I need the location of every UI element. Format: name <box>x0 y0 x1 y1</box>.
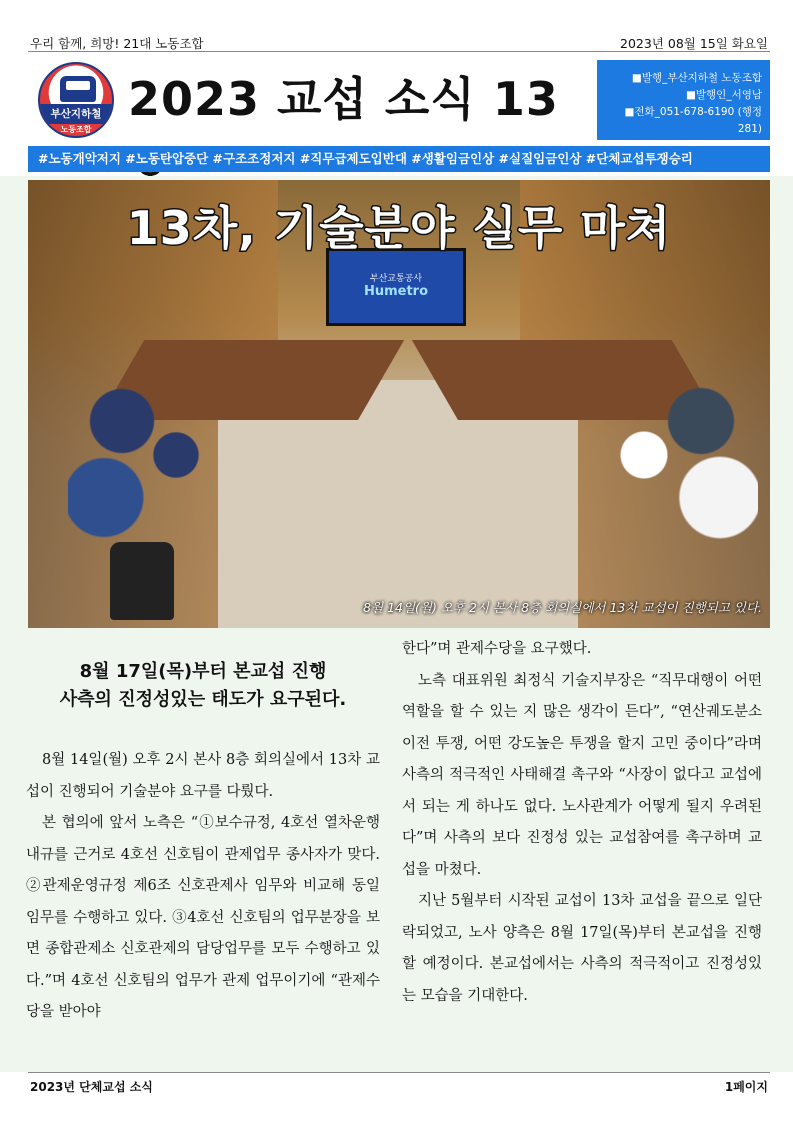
issuer-line: ■발행인_서영남 <box>685 89 762 101</box>
meeting-photo <box>28 180 770 628</box>
article-column-right <box>402 634 762 1012</box>
footer-title: 2023년 단체교섭 소식 <box>30 1080 153 1094</box>
paragraph: 8월 14일(월) 오후 2시 본사 8층 회의실에서 13차 교섭이 진행되어 기술분야 요구를 다뤘다. <box>26 752 380 800</box>
paragraph: 지난 5월부터 시작된 교섭이 13차 교섭을 끝으로 일단락되었고, 노사 양측은 8월 17일(목)부터 본교섭을 진행할 예정이다. 본교섭에서는 사측의 적극적이고 진정성있는 모습을 기대한다. <box>402 893 762 1004</box>
backpack <box>110 542 174 620</box>
paragraph: 본 협의에 앞서 노측은 “①보수규정, 4호선 열차운행내규를 근거로 4호선 신호팀이 관제업무 종사자가 맞다. ②관제운영규정 제6조 신호관제사 임무와 비교해 동일임무를 수행하고 있다. ③4호선 신호팀의 업무분장을 보면 종합관제소 신호관제의 담당업무를 모두 수행하고 있다.”며 4호선 신호팀의 업무가 관제 업무이기에 “관제수당을 받아야 <box>26 815 380 1020</box>
screen-logo: Humetro <box>363 284 429 299</box>
publisher-info <box>597 60 770 140</box>
phone-line: ■전화_051-678-6190 (행정281) <box>624 106 762 135</box>
right-attendees <box>568 370 758 540</box>
screen-text: 부산교통공사 <box>369 274 423 284</box>
publisher-line: ■발행_부산지하철 노동조합 <box>631 72 762 84</box>
article-subhead <box>26 658 380 714</box>
slogan: 우리 함께, 희망! 21대 노동조합 <box>30 36 204 51</box>
hashtag-bar: #노동개악저지 #노동탄압중단 #구조조정저지 #직무급제도입반대 #생활임금인상 #실질임금인상 #단체교섭투쟁승리 <box>28 146 770 172</box>
paragraph: 노측 대표위원 최정식 기술지부장은 “직무대행이 어떤 역할을 할 수 있는 지 많은 생각이 든다”, “연산궤도분소 이전 투쟁, 어떤 강도높은 투쟁을 할지 고민 중이다”라며 사측의 적극적인 사태해결 촉구와 “사장이 없다고 교섭에서 되는 게 하나도 없다. 노사관계가 어떻게 될지 우려된다”며 사측의 보다 진정성 있는 교섭참여를 촉구하며 교섭을 마쳤다. <box>402 672 762 878</box>
page-number: 1페이지 <box>724 1080 768 1094</box>
photo-headline: 13차, 기술분야 실무 마쳐 <box>126 201 672 255</box>
train-icon <box>60 76 96 102</box>
subhead-line-1: 8월 17일(목)부터 본교섭 진행 <box>79 661 327 682</box>
logo-text: 부산지하철 <box>40 104 112 124</box>
issue-date: 2023년 08월 15일 화요일 <box>620 36 768 51</box>
subhead-line-2: 사측의 진정성있는 태도가 요구된다. <box>59 689 347 710</box>
paragraph-continuation: 한다”며 관제수당을 요구했다. <box>402 641 592 657</box>
photo-caption: 8월 14일(월) 오후 2시 본사 8층 회의실에서 13차 교섭이 진행되고 있다. <box>363 600 762 615</box>
newsletter-title: 2023 교섭 소식 13 <box>128 72 559 126</box>
page-footer <box>28 1072 770 1096</box>
union-logo <box>38 62 114 138</box>
article-column-left <box>26 745 380 1029</box>
top-bar <box>28 30 770 52</box>
left-attendees <box>68 370 248 540</box>
projection-screen <box>326 248 466 326</box>
logo-subtext: 노동조합 <box>60 125 92 134</box>
